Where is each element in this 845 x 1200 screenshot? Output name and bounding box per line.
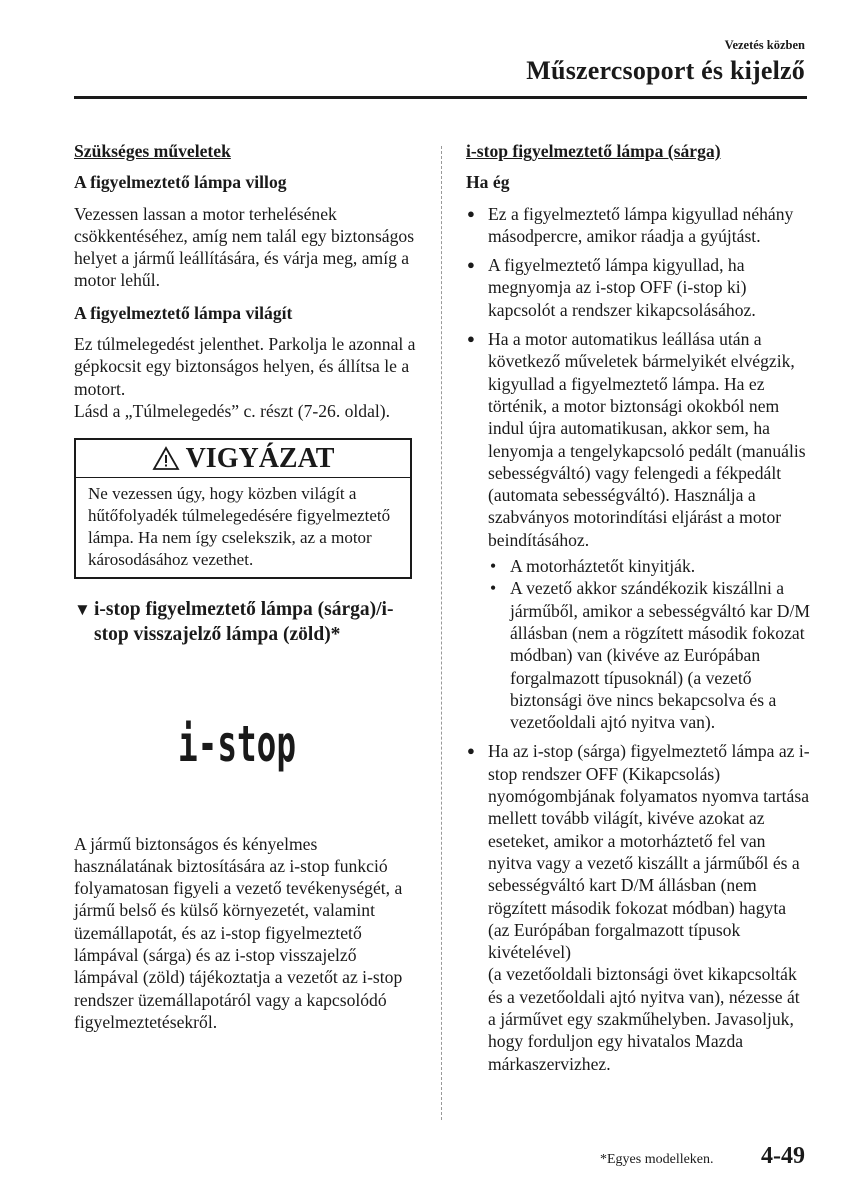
caution-header [76,440,410,478]
lit-lamp-text: Ez túlmelegedést jelenthet. Parkolja le azonnal a gépkocsit egy biztonságos helyen, és állítsa le a motort. [74,334,416,399]
warning-triangle-icon [152,446,180,471]
lit-lamp-subheading: A figyelmeztető lámpa világít [74,302,293,323]
list-item-text-continued: (a vezetőoldali biztonsági övet kikapcsolták és a vezetőoldali ajtó nyitva van), nézesse át a járművet egy szakműhelyben. Javasoljuk, hogy forduljon egy hivatalos Mazda márkaszervizhez. [488,964,800,1074]
list-item-text: Ha az i-stop (sárga) figyelmeztető lámpa az i-stop rendszer OFF (Kikapcsolás) nyomógombjának folyamatos nyomva tartása mellett tovább világít, kivéve azokat az eseteket, amikor a motorháztető fel van nyitva vagy a vezető kiszállt a járműből és a sebességváltó kart D/M állásban (nem rögzített második fokozat módban) hagyta (az Európában forgalmazott típusok kivételével) [488,741,810,963]
page-title: Műszercsoport és kijelző [526,56,805,85]
required-actions-heading: Szükséges műveletek [74,141,231,161]
flashing-lamp-text: Vezessen lassan a motor terhelésének csökkentéséhez, amíg nem talál egy biztonságos helyet a jármű leállítására, és várja meg, amíg a motor lehűl. [74,203,415,291]
condition-list [466,203,811,1075]
when-lit-subheading: Ha ég [466,172,510,193]
istop-section-title: i-stop figyelmeztető lámpa (sárga)/i-stop visszajelző lámpa (zöld)* [94,599,394,645]
list-item: ● Ez a figyelmeztető lámpa kigyullad néhány másodpercre, amikor ráadja a gyújtást. [466,203,811,248]
istop-section-heading [74,598,416,647]
caution-box [74,438,412,579]
section-label: Vezetés közben [724,38,805,52]
overheat-reference: Lásd a „Túlmelegedés” c. részt (7-26. oldal). [74,400,391,421]
right-column [466,140,811,1082]
list-item [466,740,811,1074]
footnote: *Egyes modelleken. [600,1152,714,1167]
section-marker-icon: ▼ [74,600,91,620]
page-number: 4-49 [761,1143,805,1169]
flashing-lamp-subheading: A figyelmeztető lámpa villog [74,172,287,193]
istop-warning-heading: i-stop figyelmeztető lámpa (sárga) [466,141,721,161]
list-item-text: Ha a motor automatikus leállása után a következő műveletek bármelyikét elvégzik, kigyullad a figyelmeztető lámpa. Ha ez történik, a motor biztonsági okokból nem indul újra automatikusan, akkor sem, ha lenyomja a tengelykapcsoló pedált (manuális sebességváltó) vagy felengedi a fékpedált (automata sebességváltó). Használja a szabványos motorindítási eljárást a motor beindításához. [488,329,806,550]
header-rule [74,96,807,99]
caution-title: VIGYÁZAT [185,442,335,474]
sub-list-item: • A motorháztetőt kinyitják. [488,555,811,577]
sub-list [488,555,811,733]
left-column [74,140,416,1033]
column-divider [441,146,442,1120]
caution-text: Ne vezessen úgy, hogy közben világít a hűtőfolyadék túlmelegedésére figyelmeztető lámpa. Ha nem így cselekszik, az a motor károsodásához vezethet. [88,484,391,570]
sub-list-item: • A vezető akkor szándékozik kiszállni a járműből, amikor a sebességváltó kar D/M állásban (nem a rögzített második fokozat módban) van (kivéve az Európában forgalmazott típusoknál) (a vezető biztonsági öve nincs bekapcsolva és a vezetőoldali ajtó nyitva van). [488,577,811,733]
istop-indicator-symbol [178,703,298,773]
list-item [466,328,811,733]
istop-description: A jármű biztonságos és kényelmes használatának biztosítására az i-stop funkció folyamatosan figyeli a vezető tevékenységét, a jármű belső és külső környezetét, valamint üzemállapotát, és az i-stop figyelmeztető lámpával (sárga) és az i-stop visszajelző lámpával (zöld) tájékoztatja a vezetőt az i-stop rendszer üzemállapotáról vagy a kapcsolódó figyelmeztetésekről. [74,833,403,1032]
istop-logo-text: i-stop [178,715,296,774]
list-item: ● A figyelmeztető lámpa kigyullad, ha megnyomja az i-stop OFF (i-stop ki) kapcsolót a rendszer kikapcsolásához. [466,254,811,321]
